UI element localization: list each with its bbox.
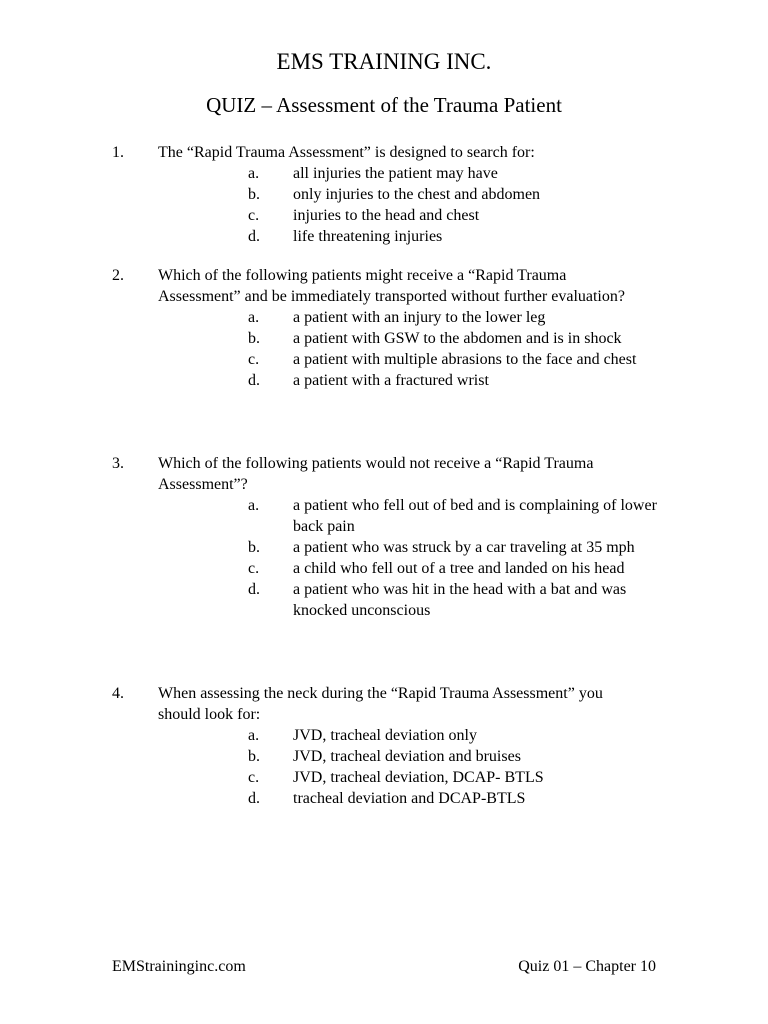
question-text: When assessing the neck during the “Rapid Trauma Assessment” you should look for: — [158, 685, 603, 723]
footer-website: EMStraininginc.com — [112, 958, 246, 975]
answer-option-c — [0, 767, 768, 788]
option-letter: c. — [248, 769, 260, 786]
answer-option-c — [0, 349, 768, 370]
option-text: injuries to the head and chest — [293, 207, 480, 224]
option-text: JVD, tracheal deviation, DCAP- BTLS — [293, 769, 544, 786]
question-number: 2. — [112, 267, 124, 284]
option-text: a patient who was struck by a car traveling at 35 mph — [293, 539, 635, 556]
answer-option-b — [0, 328, 768, 349]
option-text: a patient who was hit in the head with a bat and was knocked unconscious — [293, 581, 627, 619]
option-text: a patient who fell out of bed and is complaining of lower back pain — [293, 497, 657, 535]
answer-option-a — [0, 307, 768, 328]
option-text: a patient with multiple abrasions to the face and chest — [293, 351, 637, 368]
option-letter: b. — [248, 748, 260, 765]
option-letter: b. — [248, 330, 260, 347]
option-text: JVD, tracheal deviation and bruises — [293, 748, 521, 765]
option-text: life threatening injuries — [293, 228, 443, 245]
answer-option-a — [0, 495, 768, 537]
question-3 — [0, 453, 768, 621]
question-4 — [0, 683, 768, 809]
option-text: only injuries to the chest and abdomen — [293, 186, 541, 203]
option-letter: a. — [248, 497, 260, 514]
option-letter: b. — [248, 186, 260, 203]
question-number: 4. — [112, 685, 124, 702]
option-text: tracheal deviation and DCAP-BTLS — [293, 790, 526, 807]
answer-option-d — [0, 788, 768, 809]
question-2 — [0, 265, 768, 391]
question-text: Which of the following patients might receive a “Rapid Trauma Assessment” and be immediately transported without further evaluation? — [158, 267, 625, 305]
option-text: a child who fell out of a tree and landed on his head — [293, 560, 625, 577]
answer-option-d — [0, 579, 768, 621]
answer-option-c — [0, 558, 768, 579]
answer-option-a — [0, 725, 768, 746]
option-letter: a. — [248, 309, 260, 326]
option-text: JVD, tracheal deviation only — [293, 727, 477, 744]
answer-option-d — [0, 226, 768, 247]
answer-option-c — [0, 205, 768, 226]
answer-option-b — [0, 537, 768, 558]
page-title: EMS TRAINING INC. — [276, 49, 492, 74]
option-letter: c. — [248, 207, 260, 224]
answer-option-a — [0, 163, 768, 184]
answer-option-b — [0, 184, 768, 205]
quiz-title: QUIZ – Assessment of the Trauma Patient — [206, 93, 562, 117]
answer-option-b — [0, 746, 768, 767]
option-letter: d. — [248, 581, 260, 598]
option-letter: d. — [248, 228, 260, 245]
option-letter: b. — [248, 539, 260, 556]
option-letter: c. — [248, 560, 260, 577]
footer-quiz-label: Quiz 01 – Chapter 10 — [518, 958, 656, 975]
question-1 — [0, 142, 768, 247]
option-text: all injuries the patient may have — [293, 165, 498, 182]
question-text: The “Rapid Trauma Assessment” is designed to search for: — [158, 144, 535, 161]
option-letter: d. — [248, 372, 260, 389]
option-letter: c. — [248, 351, 260, 368]
option-text: a patient with GSW to the abdomen and is in shock — [293, 330, 622, 347]
answer-option-d — [0, 370, 768, 391]
option-text: a patient with an injury to the lower leg — [293, 309, 546, 326]
option-letter: a. — [248, 165, 260, 182]
option-letter: a. — [248, 727, 260, 744]
option-text: a patient with a fractured wrist — [293, 372, 489, 389]
question-number: 1. — [112, 144, 124, 161]
question-text: Which of the following patients would not receive a “Rapid Trauma Assessment”? — [158, 455, 594, 493]
question-number: 3. — [112, 455, 124, 472]
option-letter: d. — [248, 790, 260, 807]
